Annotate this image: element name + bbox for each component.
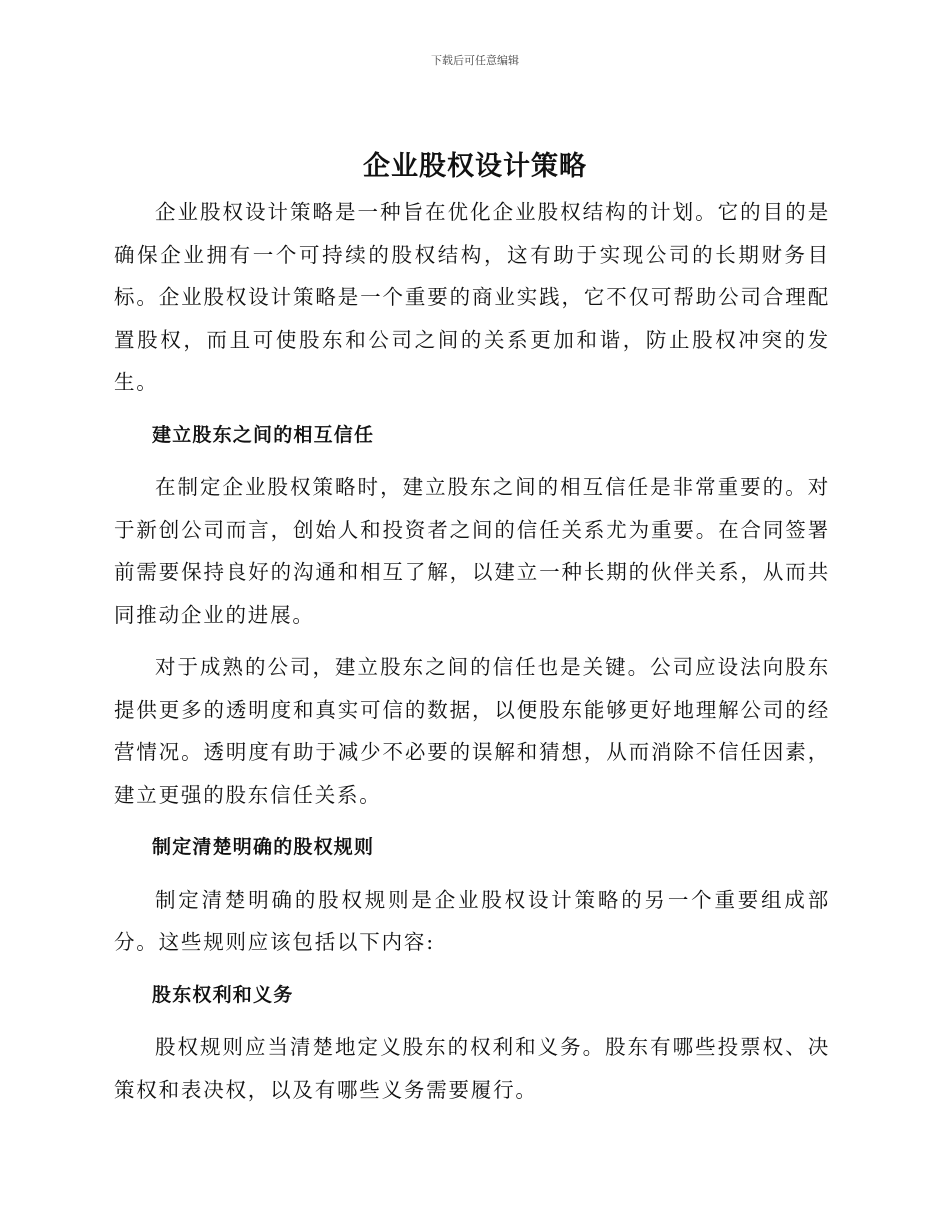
- section-heading-trust: 建立股东之间的相互信任: [152, 423, 375, 446]
- paragraph-trust-mature: 对于成熟的公司，建立股东之间的信任也是关键。公司应设法向股东提供更多的透明度和真实可信的数据，以便股东能够更好地理解公司的经营情况。透明度有助于减少不必要的误解和猜想，从而消除不信任因素，建立更强的股东信任关系。: [114, 655, 830, 807]
- intro-paragraph: 企业股权设计策略是一种旨在优化企业股权结构的计划。它的目的是确保企业拥有一个可持续的股权结构，这有助于实现公司的长期财务目标。企业股权设计策略是一个重要的商业实践，它不仅可帮助公司合理配置股权，而且可使股东和公司之间的关系更加和谐，防止股权冲突的发生。: [114, 200, 830, 394]
- section-heading-rules: 制定清楚明确的股权规则: [152, 836, 375, 858]
- section-heading-rights: 股东权利和义务: [152, 983, 294, 1006]
- paragraph-trust-startups: 在制定企业股权策略时，建立股东之间的相互信任是非常重要的。对于新创公司而言，创始人和投资者之间的信任关系尤为重要。在合同签署前需要保持良好的沟通和相互了解，以建立一种长期的伙伴关系，从而共同推动企业的进展。: [114, 475, 830, 627]
- paragraph-rights: 股权规则应当清楚地定义股东的权利和义务。股东有哪些投票权、决策权和表决权，以及有哪些义务需要履行。: [114, 1035, 830, 1102]
- document-title: 企业股权设计策略: [363, 151, 587, 182]
- document-body: [114, 191, 830, 1121]
- paragraph-rules: 制定清楚明确的股权规则是企业股权设计策略的另一个重要组成部分。这些规则应该包括以下内容:: [114, 887, 830, 954]
- page-header: 下载后可任意编辑: [431, 54, 519, 67]
